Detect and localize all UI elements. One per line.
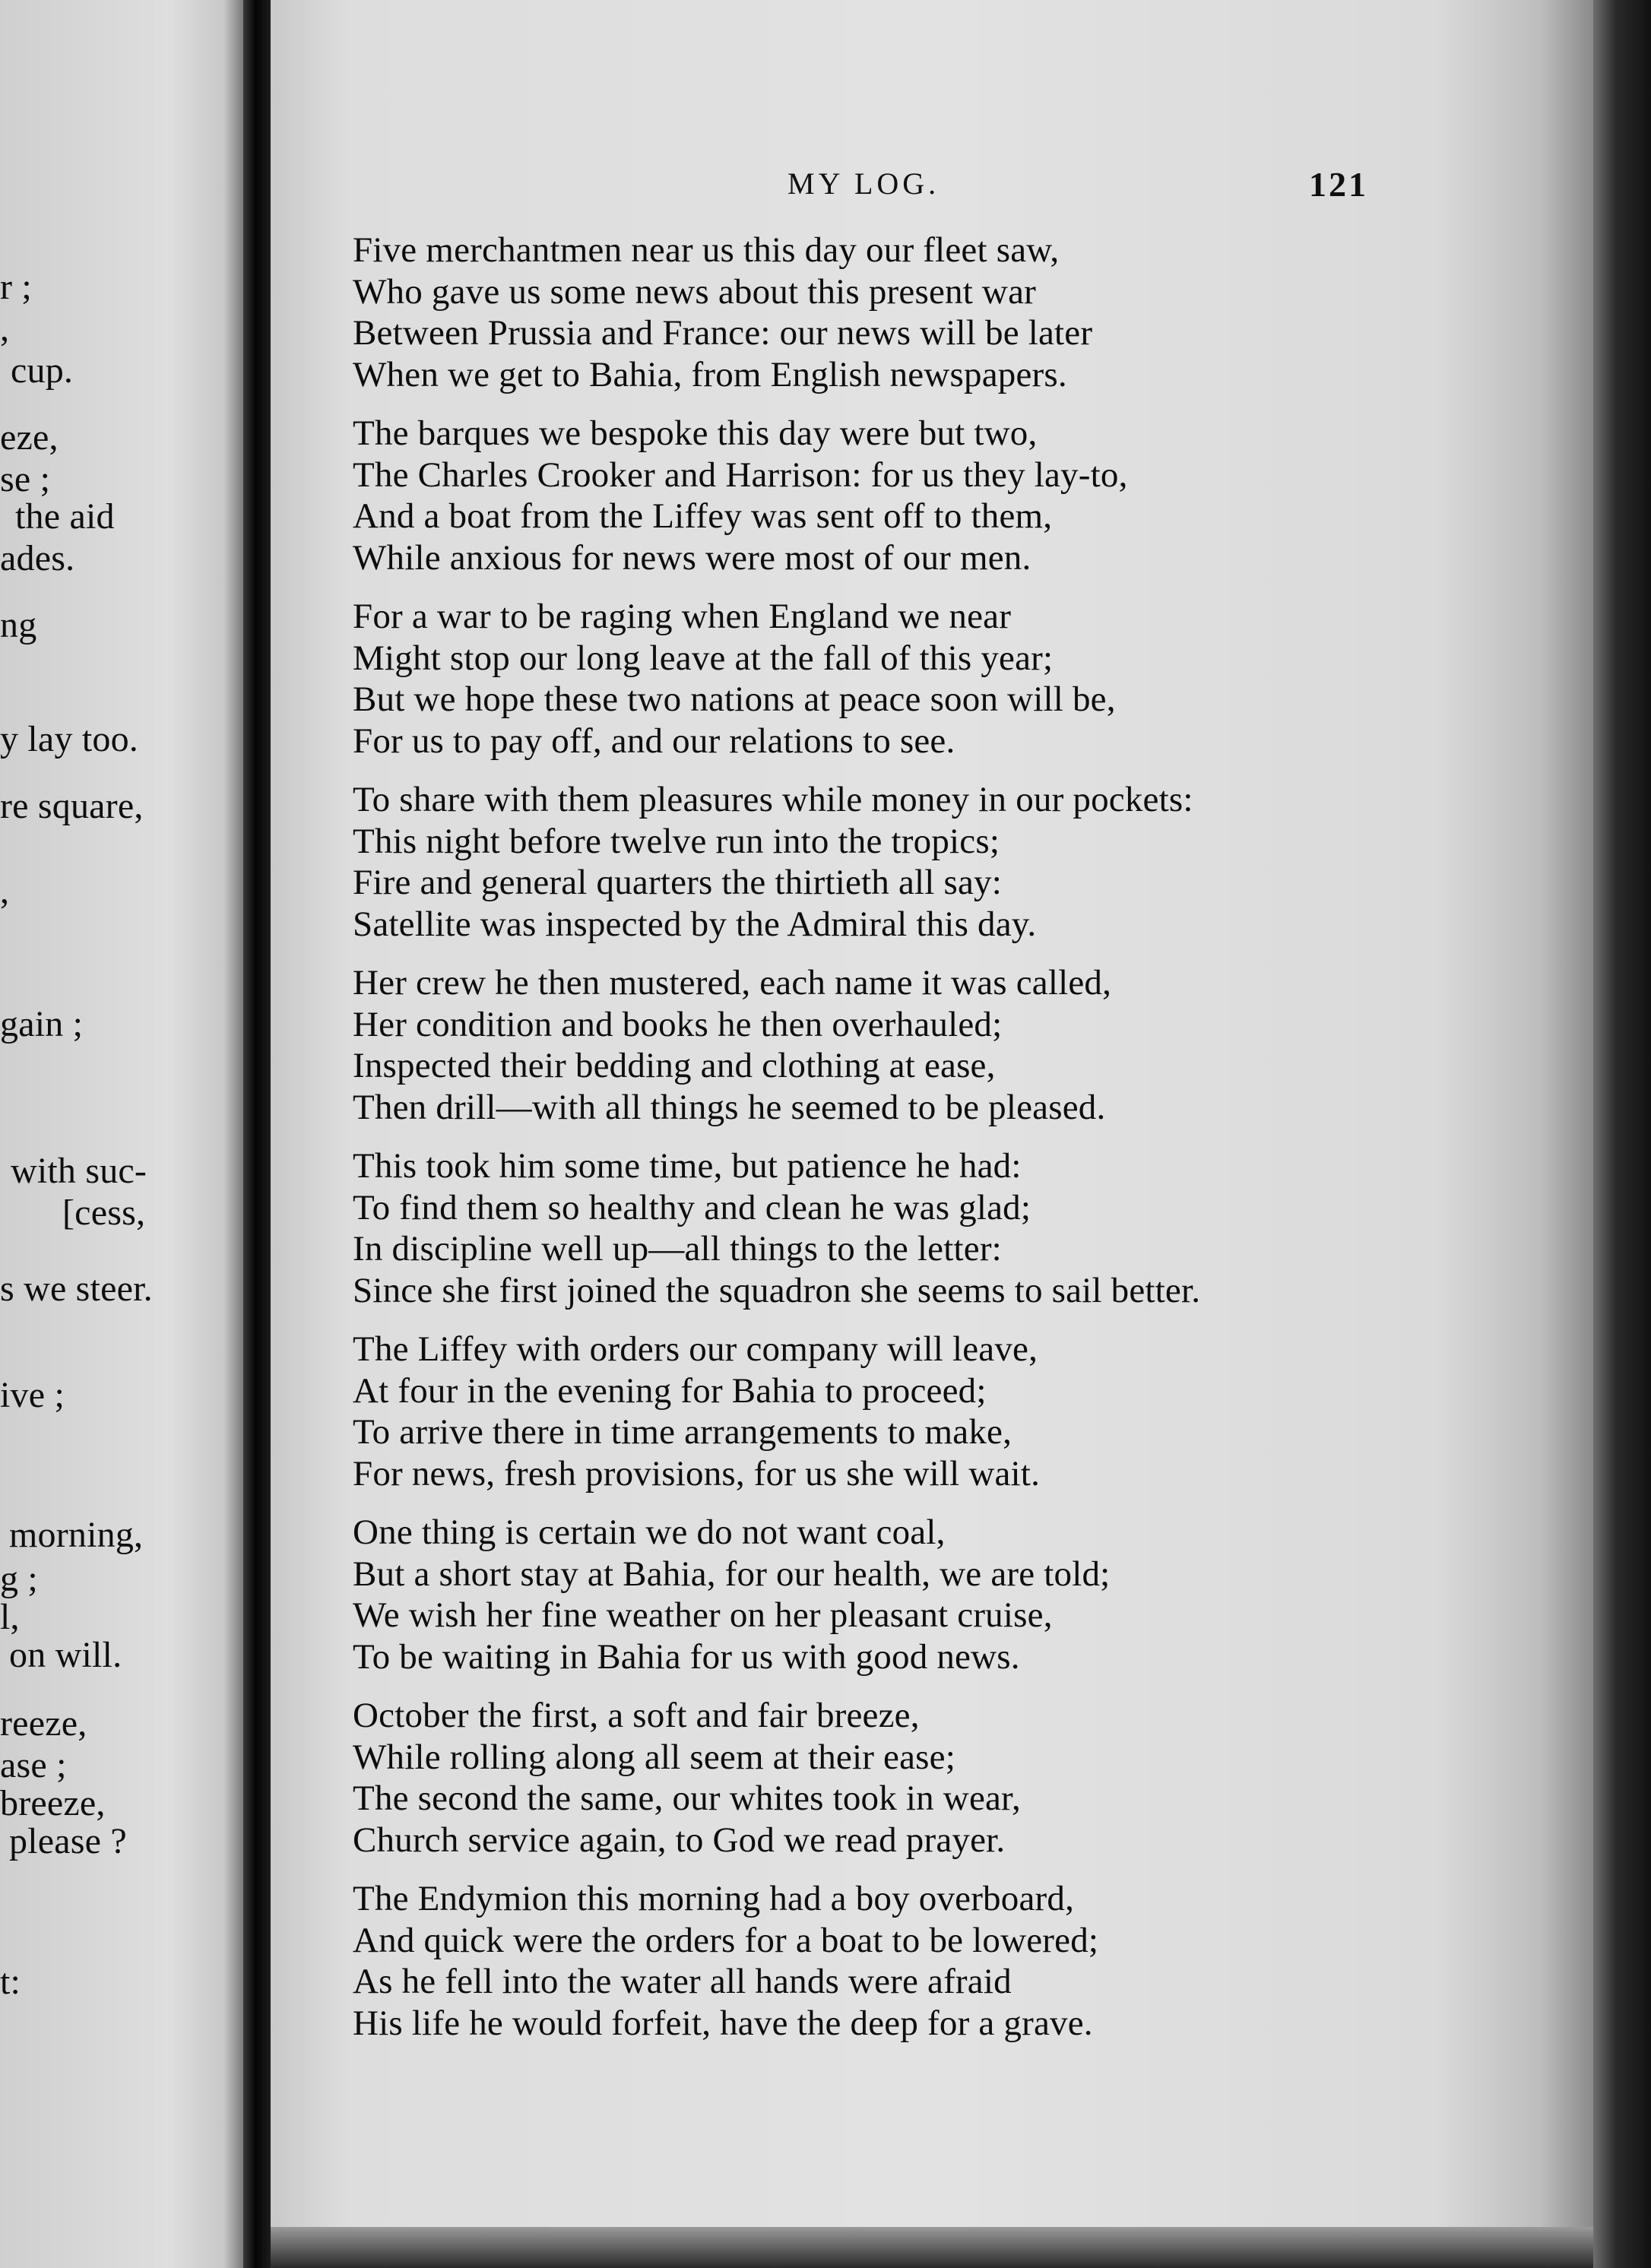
left-page-fragment: [cess, — [62, 1193, 146, 1233]
poem-line: His life he would forfeit, have the deep for a grave. — [353, 2003, 1093, 2043]
stanza — [353, 1878, 1417, 2044]
left-page-fragment: , — [0, 309, 10, 349]
left-page-fragment: eze, — [0, 417, 59, 458]
stanza — [353, 1695, 1417, 1861]
poem-line: For a war to be raging when England we near — [353, 597, 1012, 636]
poem-line: When we get to Bahia, from English newspapers. — [353, 354, 1067, 394]
running-head: MY LOG. — [787, 166, 940, 201]
poem-line: Might stop our long leave at the fall of this year; — [353, 638, 1054, 678]
poem-line: For us to pay off, and our relations to see. — [353, 721, 955, 761]
left-page-fragment: cup. — [11, 350, 74, 391]
poem-line: Church service again, to God we read prayer. — [353, 1820, 1006, 1860]
poem-line: Between Prussia and France: our news will be later — [353, 313, 1093, 353]
poem-line: Five merchantmen near us this day our fleet saw, — [353, 230, 1060, 270]
poem-line: To be waiting in Bahia for us with good news. — [353, 1636, 1020, 1677]
left-page-fragment: the aid — [15, 496, 115, 537]
poem-line: Satellite was inspected by the Admiral this day. — [353, 904, 1037, 944]
poem-line: As he fell into the water all hands were afraid — [353, 1962, 1012, 2001]
left-page-fragment: l, — [0, 1597, 20, 1637]
poem-line: The Liffey with orders our company will leave, — [353, 1329, 1038, 1369]
poem-body — [353, 230, 1417, 2061]
poem-line: The Charles Crooker and Harrison: for us they lay-to, — [353, 455, 1128, 495]
stanza — [353, 413, 1417, 578]
stanza — [353, 230, 1417, 395]
left-page-fragment: se ; — [0, 459, 51, 499]
poem-line: Who gave us some news about this present war — [353, 271, 1036, 312]
poem-line: The Endymion this morning had a boy overboard, — [353, 1879, 1075, 1918]
left-page-fragment: , — [0, 871, 10, 911]
poem-line: Her condition and books he then overhauled; — [353, 1004, 1003, 1044]
previous-page-fragment — [0, 0, 243, 2268]
left-page-fragment: ades. — [0, 538, 75, 578]
poem-line: This took him some time, but patience he had: — [353, 1146, 1022, 1186]
poem-line: But a short stay at Bahia, for our health, we are told; — [353, 1554, 1111, 1594]
poem-line: Since she first joined the squadron she seems to sail better. — [353, 1270, 1201, 1310]
poem-line: While anxious for news were most of our men. — [353, 537, 1031, 578]
page-number: 121 — [1309, 165, 1368, 204]
left-page-fragment: gain ; — [0, 1004, 84, 1044]
page-edge-bottom — [271, 2227, 1593, 2268]
poem-line: One thing is certain we do not want coal, — [353, 1513, 946, 1552]
poem-line: In discipline well up—all things to the letter: — [353, 1229, 1002, 1269]
left-page-fragment: ase ; — [0, 1745, 67, 1785]
stanza — [353, 1329, 1417, 1494]
stanza — [353, 1512, 1417, 1677]
left-page-fragment: morning, — [9, 1515, 144, 1555]
stanza — [353, 779, 1417, 945]
book-gutter — [243, 0, 271, 2268]
poem-line: Inspected their bedding and clothing at ease, — [353, 1046, 996, 1085]
left-page-fragment: on will. — [9, 1635, 122, 1675]
poem-line: To find them so healthy and clean he was glad; — [353, 1187, 1031, 1227]
poem-line: At four in the evening for Bahia to proceed; — [353, 1370, 987, 1411]
poem-line: To arrive there in time arrangements to make, — [353, 1412, 1012, 1452]
poem-line: For news, fresh provisions, for us she will wait. — [353, 1453, 1041, 1494]
left-page-fragment: re square, — [0, 786, 144, 826]
left-page-fragment: please ? — [9, 1821, 127, 1861]
left-page-fragment: s we steer. — [0, 1269, 153, 1309]
left-page-fragment: t: — [0, 1962, 21, 2002]
poem-line: The second the same, our whites took in wear, — [353, 1779, 1021, 1818]
page-edge-right — [1593, 0, 1651, 2268]
left-page-fragment: ng — [0, 605, 37, 645]
poem-line: To share with them pleasures while money in our pockets: — [353, 780, 1193, 819]
stanza — [353, 962, 1417, 1128]
stanza — [353, 1145, 1417, 1311]
poem-line: But we hope these two nations at peace soon will be, — [353, 679, 1116, 719]
left-page-fragment: r ; — [0, 267, 32, 307]
stanza — [353, 596, 1417, 762]
poem-line: October the first, a soft and fair breeze, — [353, 1696, 920, 1735]
poem-line: This night before twelve run into the tropics; — [353, 821, 1000, 861]
poem-line: Then drill—with all things he seemed to be pleased. — [353, 1087, 1106, 1127]
poem-line: Fire and general quarters the thirtieth all say: — [353, 863, 1002, 902]
poem-line: The barques we bespoke this day were but two, — [353, 413, 1038, 453]
poem-line: We wish her fine weather on her pleasant cruise, — [353, 1595, 1053, 1635]
poem-line: And a boat from the Liffey was sent off to them, — [353, 496, 1053, 536]
poem-line: Her crew he then mustered, each name it was called, — [353, 963, 1112, 1003]
left-page-fragment: reeze, — [0, 1703, 87, 1744]
left-page-fragment: g ; — [0, 1559, 38, 1599]
left-page-fragment: ive ; — [0, 1375, 65, 1415]
left-page-fragment: with suc- — [11, 1151, 147, 1191]
poem-line: While rolling along all seem at their ease; — [353, 1737, 955, 1777]
poem-line: And quick were the orders for a boat to be lowered; — [353, 1920, 1099, 1960]
left-page-fragment: breeze, — [0, 1783, 106, 1823]
left-page-fragment: y lay too. — [0, 719, 138, 759]
